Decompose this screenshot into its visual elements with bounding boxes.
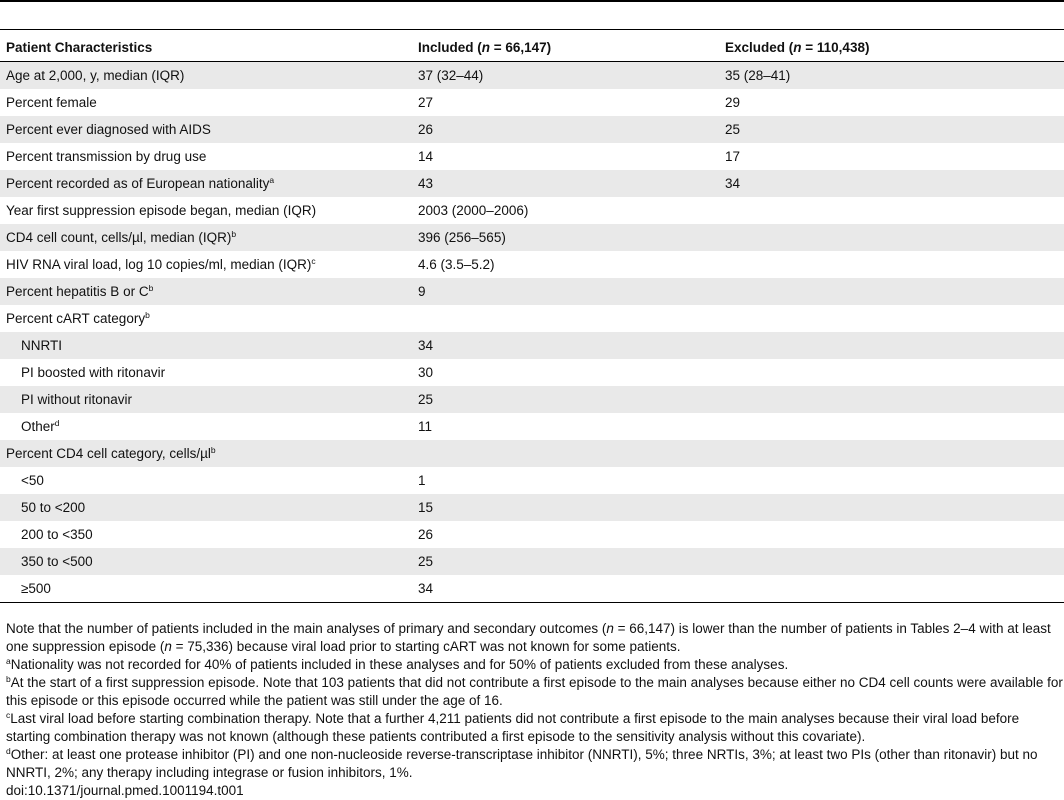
- table-row: [0, 251, 1064, 278]
- row-label: NNRTI: [0, 332, 412, 359]
- row-excluded-value: 25: [719, 116, 1064, 143]
- table-top-rule: [0, 0, 1064, 2]
- table-row: [0, 386, 1064, 413]
- header-characteristics: Patient Characteristics: [0, 33, 412, 62]
- footnote-marker: b: [145, 310, 150, 320]
- row-excluded-value: [719, 278, 1064, 305]
- row-label: Percent hepatitis B or $C^b$: [0, 278, 412, 305]
- row-label: 50 to <200: [0, 494, 412, 521]
- table-row: [0, 116, 1064, 143]
- row-included-value: 15: [412, 494, 719, 521]
- row-label: Other$^d$: [0, 413, 412, 440]
- table-header-rule: [0, 29, 1064, 30]
- footnote-d: $^d$Other: at least one protease inhibitor (PI) and one non-nucleoside reverse-transcriptase inhibitor (NNRTI), 5%; three NRTIs, 3%; at least two PIs (other than ritonavir) but no NNRTI, 2%; any therapy including integrase or fusion inhibitors, 1%.: [6, 746, 1038, 780]
- table-row: [0, 467, 1064, 494]
- row-label: Age at 2,000, y, median (IQR): [0, 62, 412, 90]
- row-label: CD4 cell count, cells/µl, median (IQR)$^b$: [0, 224, 412, 251]
- table-row: [0, 197, 1064, 224]
- row-included-value: 25: [412, 548, 719, 575]
- footnote-marker: b: [148, 283, 154, 293]
- footnote-marker: b: [231, 229, 237, 239]
- table-row: [0, 440, 1064, 467]
- row-label: PI boosted with ritonavir: [0, 359, 412, 386]
- row-excluded-value: [719, 575, 1064, 603]
- row-label: Percent female: [0, 89, 412, 116]
- row-label: ≥500: [0, 575, 412, 603]
- table-row: [0, 359, 1064, 386]
- row-excluded-value: [719, 413, 1064, 440]
- row-included-value: 34: [412, 575, 719, 603]
- row-excluded-value: [719, 440, 1064, 467]
- table-row: [0, 143, 1064, 170]
- row-label: Percent CD4 cell category, cells/µl$^b$: [0, 440, 412, 467]
- row-excluded-value: [719, 548, 1064, 575]
- row-label: 350 to <500: [0, 548, 412, 575]
- row-included-value: 9: [412, 278, 719, 305]
- row-excluded-value: [719, 224, 1064, 251]
- row-excluded-value: [719, 305, 1064, 332]
- footnote-marker: d: [54, 418, 60, 428]
- footnote-marker: a: [269, 175, 275, 185]
- row-included-value: 11: [412, 413, 719, 440]
- table-row: [0, 62, 1064, 90]
- patient-characteristics-table: [0, 33, 1064, 603]
- footnote-c: $^c$Last viral load before starting combination therapy. Note that a further 4,211 patients did not contribute a first episode to the main analyses because their viral load before starting combination therapy was not known (although these patients contributed a first episode to the sensitivity analysis without this covariate).: [6, 710, 1020, 744]
- row-label: Percent recorded as of European nationality$^a$: [0, 170, 412, 197]
- row-excluded-value: [719, 494, 1064, 521]
- row-label: HIV RNA viral load, log 10 copies/ml, median (IQR)$^c$: [0, 251, 412, 278]
- table-row: [0, 521, 1064, 548]
- table-row: [0, 170, 1064, 197]
- row-label: Percent transmission by drug use: [0, 143, 412, 170]
- row-label: Year first suppression episode began, median (IQR): [0, 197, 412, 224]
- row-excluded-value: [719, 521, 1064, 548]
- row-included-value: 34: [412, 332, 719, 359]
- header-excluded: Excluded (n = 110,438): [719, 33, 1064, 62]
- table-footnotes: [6, 620, 1064, 800]
- row-excluded-value: 29: [719, 89, 1064, 116]
- footnote-marker: c: [311, 256, 316, 266]
- row-excluded-value: 35 (28–41): [719, 62, 1064, 90]
- row-label: PI without ritonavir: [0, 386, 412, 413]
- row-included-value: 27: [412, 89, 719, 116]
- row-label: 200 to <350: [0, 521, 412, 548]
- row-included-value: 37 (32–44): [412, 62, 719, 90]
- row-excluded-value: 17: [719, 143, 1064, 170]
- row-included-value: 396 (256–565): [412, 224, 719, 251]
- row-included-value: 25: [412, 386, 719, 413]
- table-header-row: [0, 33, 1064, 62]
- row-included-value: [412, 305, 719, 332]
- row-excluded-value: 34: [719, 170, 1064, 197]
- row-included-value: 26: [412, 521, 719, 548]
- footnote-marker: b: [210, 445, 216, 455]
- row-excluded-value: [719, 197, 1064, 224]
- row-included-value: 1: [412, 467, 719, 494]
- row-included-value: 30: [412, 359, 719, 386]
- row-excluded-value: [719, 386, 1064, 413]
- row-label: Percent ever diagnosed with AIDS: [0, 116, 412, 143]
- table-row: [0, 305, 1064, 332]
- footnote-main: Note that the number of patients included in the main analyses of primary and secondary outcomes (n = 66,147) is lower than the number of patients in Tables 2–4 with at least one suppression episode (n = 75,336) because viral load prior to starting cART was not known for some patients.: [6, 621, 1051, 654]
- table-row: [0, 278, 1064, 305]
- row-included-value: 26: [412, 116, 719, 143]
- table-row: [0, 575, 1064, 603]
- table-row: [0, 494, 1064, 521]
- header-included: Included (n = 66,147): [412, 33, 719, 62]
- row-excluded-value: [719, 359, 1064, 386]
- row-excluded-value: [719, 467, 1064, 494]
- row-included-value: 43: [412, 170, 719, 197]
- row-included-value: 4.6 (3.5–5.2): [412, 251, 719, 278]
- table-row: [0, 548, 1064, 575]
- row-included-value: [412, 440, 719, 467]
- table-row: [0, 332, 1064, 359]
- row-excluded-value: [719, 251, 1064, 278]
- table-row: [0, 224, 1064, 251]
- row-label: Percent cART category$^b$: [0, 305, 412, 332]
- row-label: <50: [0, 467, 412, 494]
- row-excluded-value: [719, 332, 1064, 359]
- table-row: [0, 89, 1064, 116]
- table-row: [0, 413, 1064, 440]
- footnote-b: $^b$At the start of a first suppression episode. Note that 103 patients that did not contribute a first episode to the main analyses because either no CD4 cell counts were available for this episode or this episode occurred while the patient was still under the age of 16.: [6, 674, 1063, 708]
- row-included-value: 2003 (2000–2006): [412, 197, 719, 224]
- row-included-value: 14: [412, 143, 719, 170]
- footnote-a: $^a$Nationality was not recorded for 40% of patients included in these analyses and for 50% of patients excluded from these analyses.: [6, 656, 789, 672]
- doi-text: doi:10.1371/journal.pmed.1001194.t001: [6, 783, 244, 798]
